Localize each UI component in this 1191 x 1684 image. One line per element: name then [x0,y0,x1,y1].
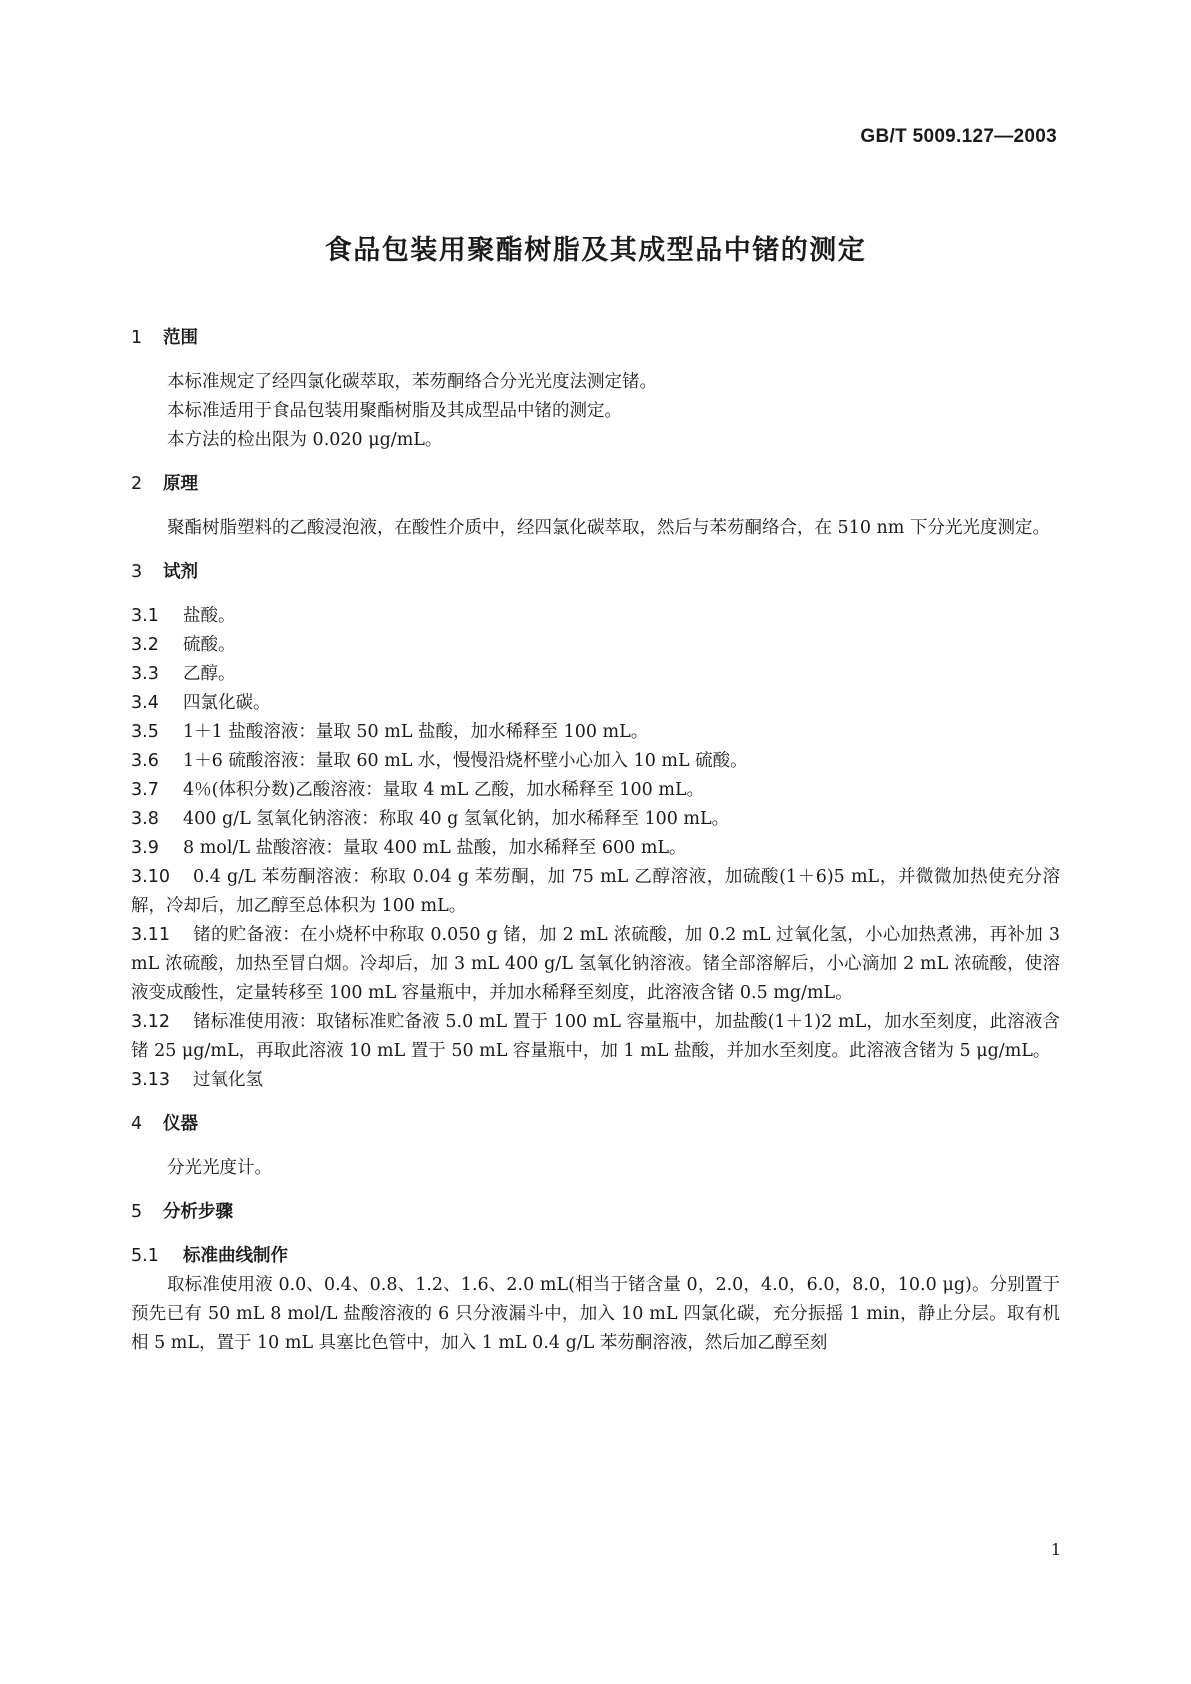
item-number: 3.5 [131,722,159,742]
item-text: 硫酸。 [183,635,236,655]
section-number: 3 [131,562,143,582]
item-number: 3.12 [131,1012,170,1032]
list-item [131,631,1060,660]
item-number: 3.10 [131,867,170,887]
item-number: 3.9 [131,838,159,858]
item-number: 3.3 [131,664,159,684]
item-text: 4％(体积分数)乙酸溶液：量取 4 mL 乙酸，加水稀释至 100 mL。 [183,780,705,800]
document-body [131,324,1060,1358]
item-number: 3.6 [131,751,159,771]
item-text: 0.4 g/L 苯芴酮溶液：称取 0.04 g 苯芴酮，加 75 mL 乙醇溶液，加硫酸(1＋6)5 mL，并微微加热使充分溶解，冷却后，加乙醇至总体积为 100 mL。 [131,867,1060,916]
section-title: 范围 [163,328,198,348]
section-number: 4 [131,1114,143,1134]
list-item [131,863,1060,921]
section-5-heading [131,1198,1060,1227]
section-1-heading [131,324,1060,353]
paragraph: 本标准规定了经四氯化碳萃取，苯芴酮络合分光光度法测定锗。 [167,372,657,392]
section-title: 试剂 [163,562,198,582]
document-title: 食品包装用聚酯树脂及其成型品中锗的测定 [324,235,867,266]
paragraph: 聚酯树脂塑料的乙酸浸泡液，在酸性介质中，经四氯化碳萃取，然后与苯芴酮络合，在 510 nm 下分光光度测定。 [167,518,1050,538]
section-4-heading [131,1110,1060,1139]
item-text: 锗标准使用液：取锗标准贮备液 5.0 mL 置于 100 mL 容量瓶中，加盐酸(1＋1)2 mL，加水至刻度，此溶液含锗 25 μg/mL，再取此溶液 10 mL 置于 50 mL 容量瓶中，加 1 mL 盐酸，并加水至刻度。此溶液含锗为 5 μg/mL。 [131,1012,1060,1061]
item-text: 1＋6 硫酸溶液：量取 60 mL 水，慢慢沿烧杯壁小心加入 10 mL 硫酸。 [183,751,748,771]
list-item [131,747,1060,776]
subsection-number: 5.1 [131,1246,159,1266]
list-item [131,1008,1060,1066]
list-item [131,660,1060,689]
list-item [131,689,1060,718]
standard-code: GB/T 5009.127—2003 [860,126,1057,147]
list-item [131,776,1060,805]
item-text: 8 mol/L 盐酸溶液：量取 400 mL 盐酸，加水稀释至 600 mL。 [183,838,687,858]
list-item [131,834,1060,863]
list-item [131,1066,1060,1095]
item-text: 乙醇。 [183,664,236,684]
item-number: 3.13 [131,1070,170,1090]
item-text: 锗的贮备液：在小烧杯中称取 0.050 g 锗，加 2 mL 浓硫酸，加 0.2 mL 过氧化氢，小心加热煮沸，再补加 3 mL 浓硫酸，加热至冒白烟。冷却后，加 3 mL 400 g/L 氢氧化钠溶液。锗全部溶解后，小心滴加 2 mL 浓硫酸，使溶液变成酸性，定量转移至 100 mL 容量瓶中，并加水稀释至刻度，此溶液含锗 0.5 mg/mL。 [131,925,1060,1003]
subsection-5-1-heading [131,1242,1060,1271]
section-title: 原理 [163,474,198,494]
section-number: 1 [131,328,143,348]
item-text: 盐酸。 [183,606,236,626]
item-text: 1＋1 盐酸溶液：量取 50 mL 盐酸，加水稀释至 100 mL。 [183,722,649,742]
paragraph: 分光光度计。 [167,1158,272,1178]
section-2-heading [131,470,1060,499]
item-number: 3.1 [131,606,159,626]
list-item [131,602,1060,631]
section-number: 2 [131,474,143,494]
section-number: 5 [131,1202,143,1222]
page-number: 1 [1050,1540,1061,1559]
item-text: 四氯化碳。 [183,693,271,713]
list-item [131,805,1060,834]
item-number: 3.8 [131,809,159,829]
list-item [131,718,1060,747]
list-item [131,921,1060,1008]
item-text: 400 g/L 氢氧化钠溶液：称取 40 g 氢氧化钠，加水稀释至 100 mL。 [183,809,730,829]
section-3-heading [131,558,1060,587]
subsection-title: 标准曲线制作 [183,1246,288,1266]
paragraph: 本方法的检出限为 0.020 μg/mL。 [167,430,443,450]
paragraph: 取标准使用液 0.0、0.4、0.8、1.2、1.6、2.0 mL(相当于锗含量 0，2.0，4.0，6.0，8.0，10.0 μg)。分别置于预先已有 50 mL 8 mol/L 盐酸溶液的 6 只分液漏斗中，加入 10 mL 四氯化碳，充分振摇 1 min，静止分层。取有机相 5 mL，置于 10 mL 具塞比色管中，加入 1 mL 0.4 g/L 苯芴酮溶液，然后加乙醇至刻 [131,1275,1060,1353]
item-number: 3.2 [131,635,159,655]
section-title: 仪器 [163,1114,198,1134]
paragraph: 本标准适用于食品包装用聚酯树脂及其成型品中锗的测定。 [167,401,622,421]
item-number: 3.11 [131,925,170,945]
item-text: 过氧化氢 [193,1070,263,1090]
item-number: 3.7 [131,780,159,800]
section-title: 分析步骤 [163,1202,233,1222]
item-number: 3.4 [131,693,159,713]
